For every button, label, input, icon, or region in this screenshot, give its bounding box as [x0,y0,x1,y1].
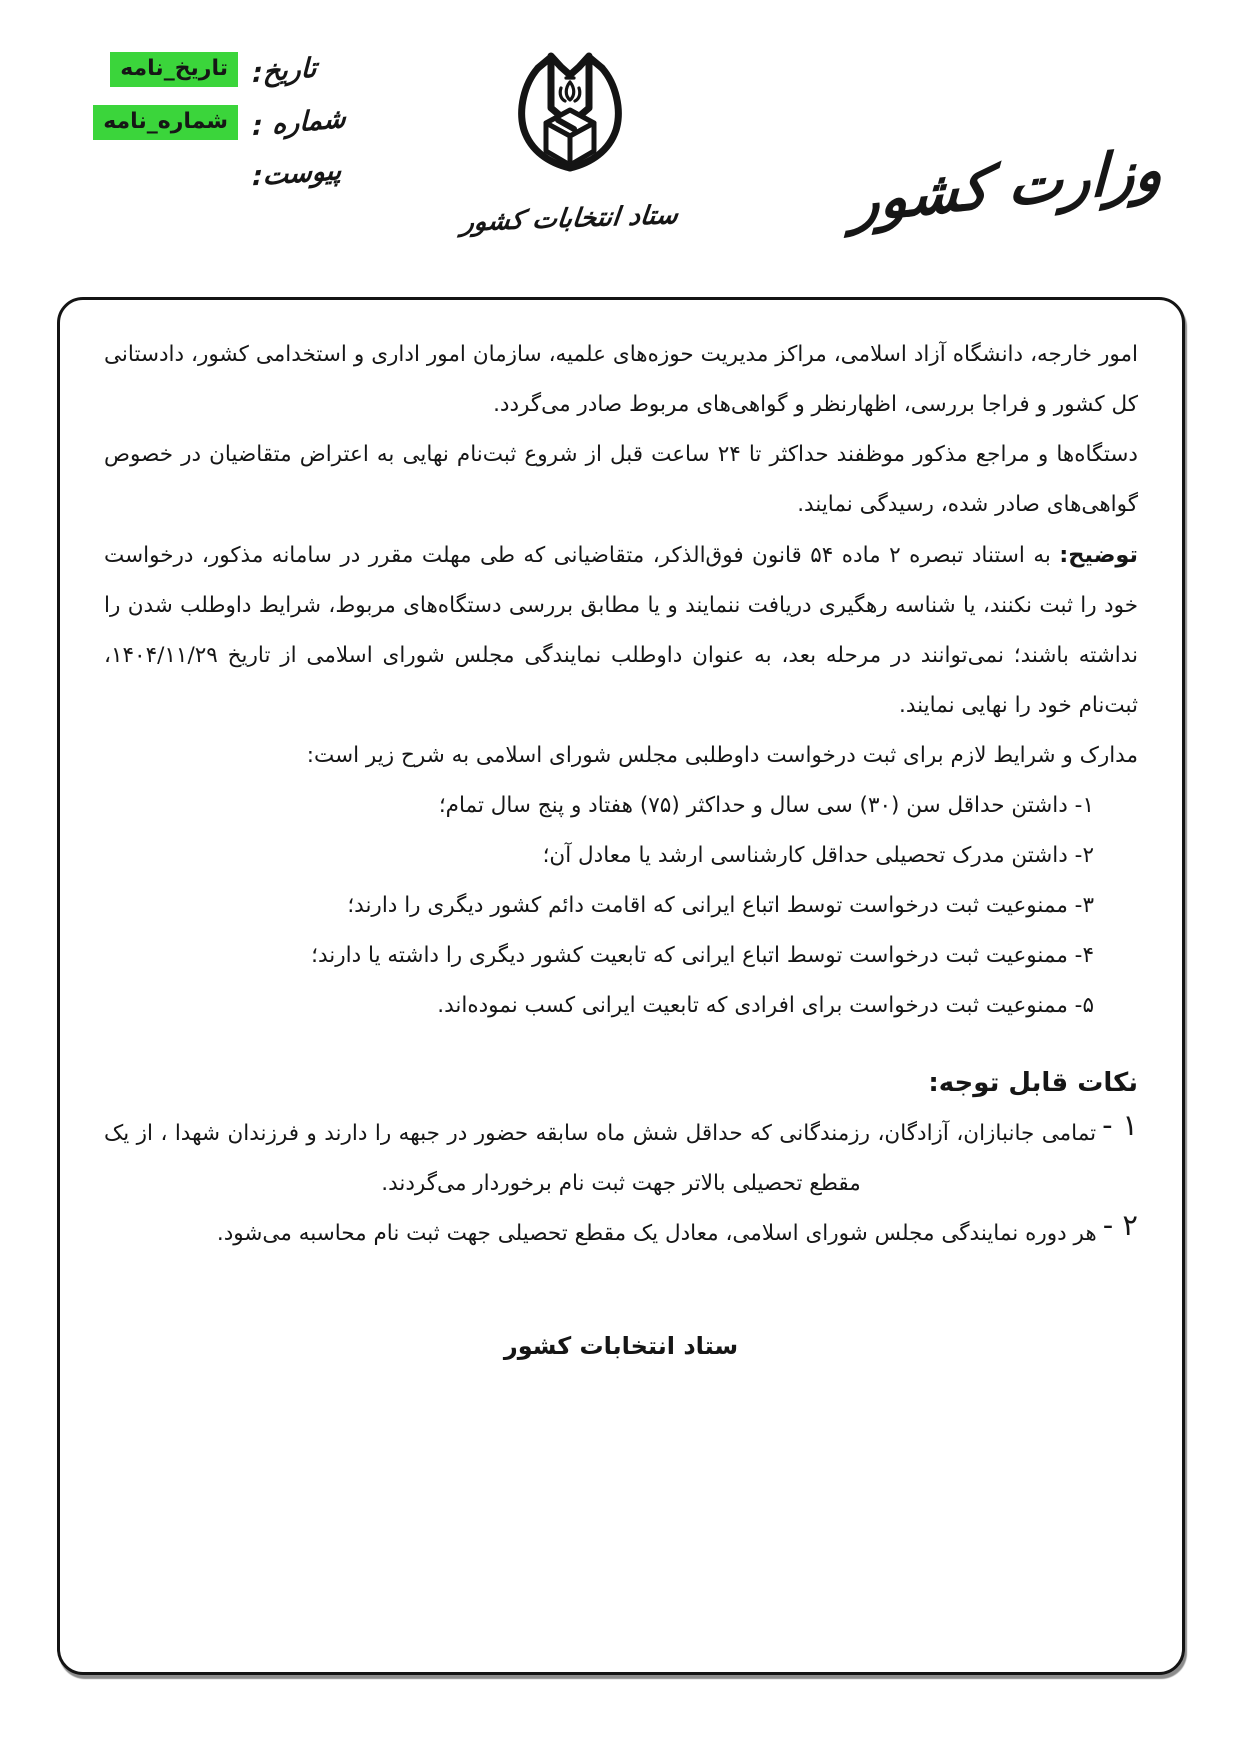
letter-body-frame [57,297,1185,1675]
requirements-list [104,781,1138,1031]
explanation-label: توضیح: [1059,542,1138,568]
date-placeholder-field: تاریخ_نامه [110,52,238,87]
logo-caption-calligraphy: ستاد انتخابات کشور [460,200,680,238]
letter-meta-block [88,52,348,193]
election-headquarters-emblem-icon [494,48,646,198]
note-item [104,1209,1138,1259]
explanation-text: به استناد تبصره ۲ ماده ۵۴ قانون فوق‌الذکر، متقاضیانی که طی مهلت مقرر در سامانه مذکور، درخواست خود را ثبت نکنند، یا شناسه رهگیری دریافت ننمایند و یا مطابق بررسی دستگاه‌های مربوط، شرایط داوطلب شدن را نداشته باشند؛ نمی‌توانند در مرحله بعد، به عنوان داوطلب نمایندگی مجلس شورای اسلامی از تاریخ ۱۴۰۴/۱۱/۲۹، ثبت‌نام خود را نهایی نمایند. [104,543,1138,718]
letterhead [0,0,1241,290]
requirement-item: ۲- داشتن مدرک تحصیلی حداقل کارشناسی ارشد یا معادل آن؛ [542,843,1094,868]
paragraph-certificates: امور خارجه، دانشگاه آزاد اسلامی، مراکز مدیریت حوزه‌های علمیه، سازمان امور اداری و استخدامی کشور، دادستانی کل کشور و فراجا بررسی، اظهارنظر و گواهی‌های مربوط صادر می‌گردد. [104,342,1138,417]
attachment-label: پیوست: [251,155,342,193]
ministry-calligraphy: وزارت کشور [850,134,1164,237]
date-label: تاریخ: [251,52,317,90]
signature-block: ستاد انتخابات کشور [503,1332,739,1360]
number-row [88,102,348,143]
attachment-row [88,155,348,193]
note-item [104,1109,1138,1209]
date-row [88,52,348,90]
requirement-item: ۱- داشتن حداقل سن (۳۰) سی سال و حداکثر (۷۵) هفتاد و پنج سال تمام؛ [438,793,1094,818]
note-number: ۲ - [1102,1208,1138,1242]
notes-heading: نکات قابل توجه: [928,1068,1138,1098]
requirements-intro: مدارک و شرایط لازم برای ثبت درخواست داوطلبی مجلس شورای اسلامی به شرح زیر است: [306,743,1138,768]
number-placeholder-field: شماره_نامه [93,105,238,140]
requirement-item: ۵- ممنوعیت ثبت درخواست برای افرادی که تابعیت ایرانی کسب نموده‌اند. [437,993,1094,1018]
note-text: هر دوره نمایندگی مجلس شورای اسلامی، معادل یک مقطع تحصیلی جهت ثبت نام محاسبه می‌شود. [216,1221,1097,1246]
note-number: ۱ - [1102,1108,1138,1142]
note-text: تمامی جانبازان، آزادگان، رزمندگانی که حداقل شش ماه سابقه حضور در جبهه را دارند و فرزندان شهدا ، از یک مقطع تحصیلی بالاتر جهت ثبت نام برخوردار می‌گردند. [104,1121,1097,1196]
election-headquarters-logo-block [440,48,700,238]
number-label: شماره : [251,102,346,143]
paragraph-explanation [104,530,1138,731]
paragraph-deadline: دستگاه‌ها و مراجع مذکور موظفند حداکثر تا ۲۴ ساعت قبل از شروع ثبت‌نام نهایی به اعتراض متقاضیان در خصوص گواهی‌های صادر شده، رسیدگی نمایند. [104,442,1138,517]
requirement-item: ۴- ممنوعیت ثبت درخواست توسط اتباع ایرانی که تابعیت کشور دیگری را داشته یا دارند؛ [311,943,1094,968]
requirement-item: ۳- ممنوعیت ثبت درخواست توسط اتباع ایرانی که اقامت دائم کشور دیگری را دارند؛ [347,893,1094,918]
